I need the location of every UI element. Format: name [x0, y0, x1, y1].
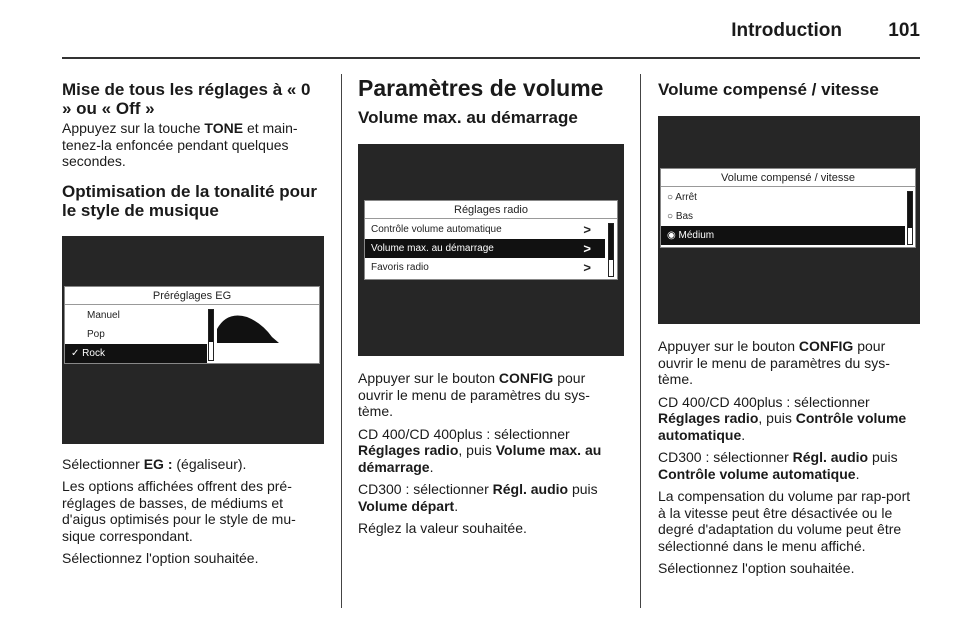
- radio-panel-title: Réglages radio: [365, 201, 617, 219]
- figure-speed-volume: [658, 116, 920, 324]
- heading-reset: Mise de tous les réglages à « 0 » ou « Off »: [62, 80, 311, 118]
- menu-auto-volume: Contrôle volume automatique: [658, 410, 907, 443]
- menu-max-volume: Volume max. au démarrage: [358, 442, 602, 475]
- text: puis: [868, 449, 898, 465]
- menu-audio-settings: Régl. audio: [792, 449, 869, 465]
- text: .: [429, 458, 434, 475]
- text: .: [855, 465, 860, 482]
- eq-panel: [64, 286, 320, 364]
- text: .: [454, 497, 459, 514]
- paragraph-select-eq: [62, 456, 324, 473]
- column-divider: [640, 74, 641, 608]
- text: puis: [568, 481, 598, 497]
- button-config: CONFIG: [798, 338, 854, 354]
- menu-start-volume: Volume départ: [358, 497, 455, 514]
- paragraph-choose: Sélectionnez l'option souhaitée.: [62, 550, 259, 566]
- text: , puis: [758, 410, 796, 426]
- column-1: [62, 74, 324, 567]
- heading-max-volume: Volume max. au démarrage: [358, 108, 578, 127]
- menu-radio-settings: Réglages radio: [658, 410, 759, 426]
- radio-filled-icon: ◉: [667, 230, 676, 241]
- radio-empty-icon: ○: [667, 192, 674, 203]
- text: Appuyez sur la touche: [62, 120, 205, 136]
- speed-panel-title: Volume compensé / vitesse: [661, 169, 915, 187]
- button-config: CONFIG: [498, 370, 554, 386]
- eq-item-pop: Pop: [87, 328, 105, 340]
- figure-eq-presets: [62, 236, 324, 444]
- chevron-right-icon: >: [583, 260, 591, 275]
- paragraph-config: [658, 338, 920, 388]
- item-label: Arrêt: [675, 192, 697, 203]
- text: CD300 : sélectionner: [658, 449, 793, 465]
- scrollbar: [208, 309, 214, 361]
- text: (égaliseur).: [172, 455, 247, 472]
- text: pour ouvrir le menu de paramètres du sys-tème.: [658, 338, 890, 387]
- column-2: [358, 74, 624, 537]
- speed-item-off: [661, 188, 905, 207]
- eq-panel-title: Préréglages EG: [65, 287, 319, 305]
- chevron-right-icon: >: [583, 241, 591, 256]
- text: Appuyer sur le bouton: [358, 370, 499, 386]
- menu-auto-volume: Contrôle volume automatique: [658, 465, 856, 482]
- column-3: [658, 74, 920, 577]
- menu-audio-settings: Régl. audio: [492, 481, 569, 497]
- paragraph-cd300: [658, 449, 920, 482]
- text: Sélectionner: [62, 455, 144, 472]
- text: CD300 : sélectionner: [358, 481, 493, 497]
- paragraph-adjust: Réglez la valeur souhaitée.: [358, 520, 527, 536]
- key-tone: TONE: [204, 120, 244, 136]
- radio-item-max-volume: [365, 239, 605, 258]
- paragraph-compensation: La compensation du volume par rap-port à la vitesse peut être désactivée ou le degré d'adaptation du volume peut être sélectionné dans le menu affiché.: [658, 488, 911, 554]
- text: et main-tenez-la enfoncée pendant quelques secondes.: [62, 120, 298, 169]
- page-title: Introduction: [731, 20, 842, 41]
- text: .: [741, 426, 746, 443]
- text: CD 400/CD 400plus : sélectionner: [658, 393, 870, 410]
- item-label: Bas: [675, 211, 694, 222]
- speed-panel: [660, 168, 916, 248]
- page-number: 101: [888, 20, 920, 41]
- heading-speed-volume: Volume compensé / vitesse: [658, 80, 879, 99]
- radio-panel: [364, 200, 618, 280]
- item-label: Médium: [678, 230, 715, 241]
- speed-item-medium: [661, 226, 905, 245]
- text: Appuyer sur le bouton: [658, 338, 799, 354]
- scrollbar: [907, 191, 913, 245]
- heading-volume-settings: Paramètres de volume: [358, 75, 604, 101]
- eq-curve-icon: [217, 307, 317, 343]
- paragraph-options: Les options affichées offrent des pré-réglages de basses, de médiums et d'aigus optimisés pour le style de mu-sique correspondant.: [62, 478, 296, 544]
- text: , puis: [458, 442, 496, 458]
- speed-item-low: [661, 207, 905, 226]
- heading-optimization: Optimisation de la tonalité pour le style de musique: [62, 181, 318, 220]
- radio-empty-icon: ○: [667, 211, 674, 222]
- check-icon: ✓: [71, 347, 80, 359]
- option-eq: EG :: [143, 455, 173, 472]
- eq-item-manuel: Manuel: [87, 309, 120, 321]
- item-label: Favoris radio: [371, 262, 429, 273]
- text: CD 400/CD 400plus : sélectionner: [358, 425, 570, 442]
- radio-item-auto-volume: [365, 220, 605, 239]
- radio-item-favorites: [365, 258, 605, 277]
- eq-item-label: Rock: [82, 347, 105, 359]
- page-header: [62, 0, 920, 59]
- paragraph-reset: [62, 120, 324, 170]
- item-label: Volume max. au démarrage: [371, 243, 494, 254]
- paragraph-choose: Sélectionnez l'option souhaitée.: [658, 560, 855, 576]
- chevron-right-icon: >: [583, 222, 591, 237]
- text: pour ouvrir le menu de paramètres du sys-tème.: [358, 370, 590, 419]
- scrollbar: [608, 223, 614, 277]
- eq-item-rock: [65, 344, 207, 363]
- paragraph-config: [358, 370, 624, 420]
- figure-radio-settings: [358, 144, 624, 356]
- item-label: Contrôle volume automatique: [371, 224, 502, 235]
- column-divider: [341, 74, 342, 608]
- menu-radio-settings: Réglages radio: [358, 442, 459, 458]
- paragraph-cd400: [658, 394, 920, 444]
- paragraph-cd300: [358, 481, 624, 514]
- paragraph-cd400: [358, 426, 624, 476]
